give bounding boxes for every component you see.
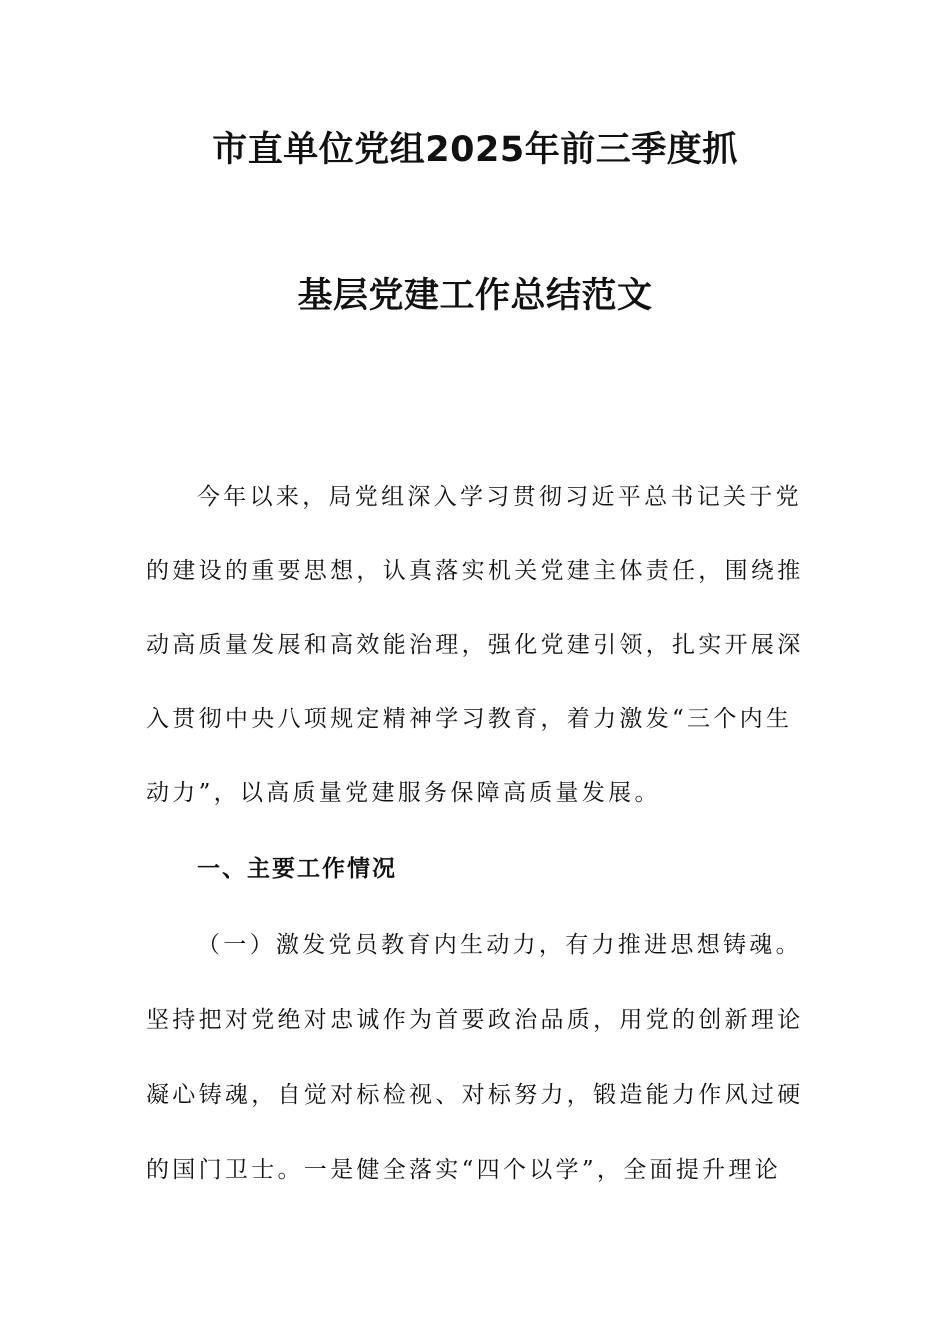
paragraph-1-line-1: 今年以来，局党组深入学习贯彻习近平总书记关于党	[197, 484, 802, 510]
document-title-line-2: 基层党建工作总结范文	[297, 276, 653, 316]
paragraph-1-line-2: 的建设的重要思想，认真落实机关党建主体责任，围绕推	[146, 558, 804, 584]
subsection-1-line-1: （一）激发党员教育内生动力，有力推进思想铸魂。	[197, 932, 802, 958]
document-title-line-1: 市直单位党组2025年前三季度抓	[212, 130, 738, 170]
paragraph-1-line-5: 动力”，以高质量党建服务保障高质量发展。	[146, 780, 661, 806]
subsection-1-line-4: 的国门卫士。一是健全落实“四个以学”，全面提升理论	[146, 1157, 782, 1183]
subsection-1-line-2: 坚持把对党绝对忠诚作为首要政治品质，用党的创新理论	[146, 1007, 804, 1033]
paragraph-1-line-3: 动高质量发展和高效能治理，强化党建引领，扎实开展深	[146, 632, 804, 658]
section-1-heading: 一、主要工作情况	[197, 856, 397, 882]
subsection-1-line-3: 凝心铸魂，自觉对标检视、对标努力，锻造能力作风过硬	[146, 1082, 804, 1108]
paragraph-1-line-4: 入贯彻中央八项规定精神学习教育，着力激发“三个内生	[146, 706, 793, 732]
